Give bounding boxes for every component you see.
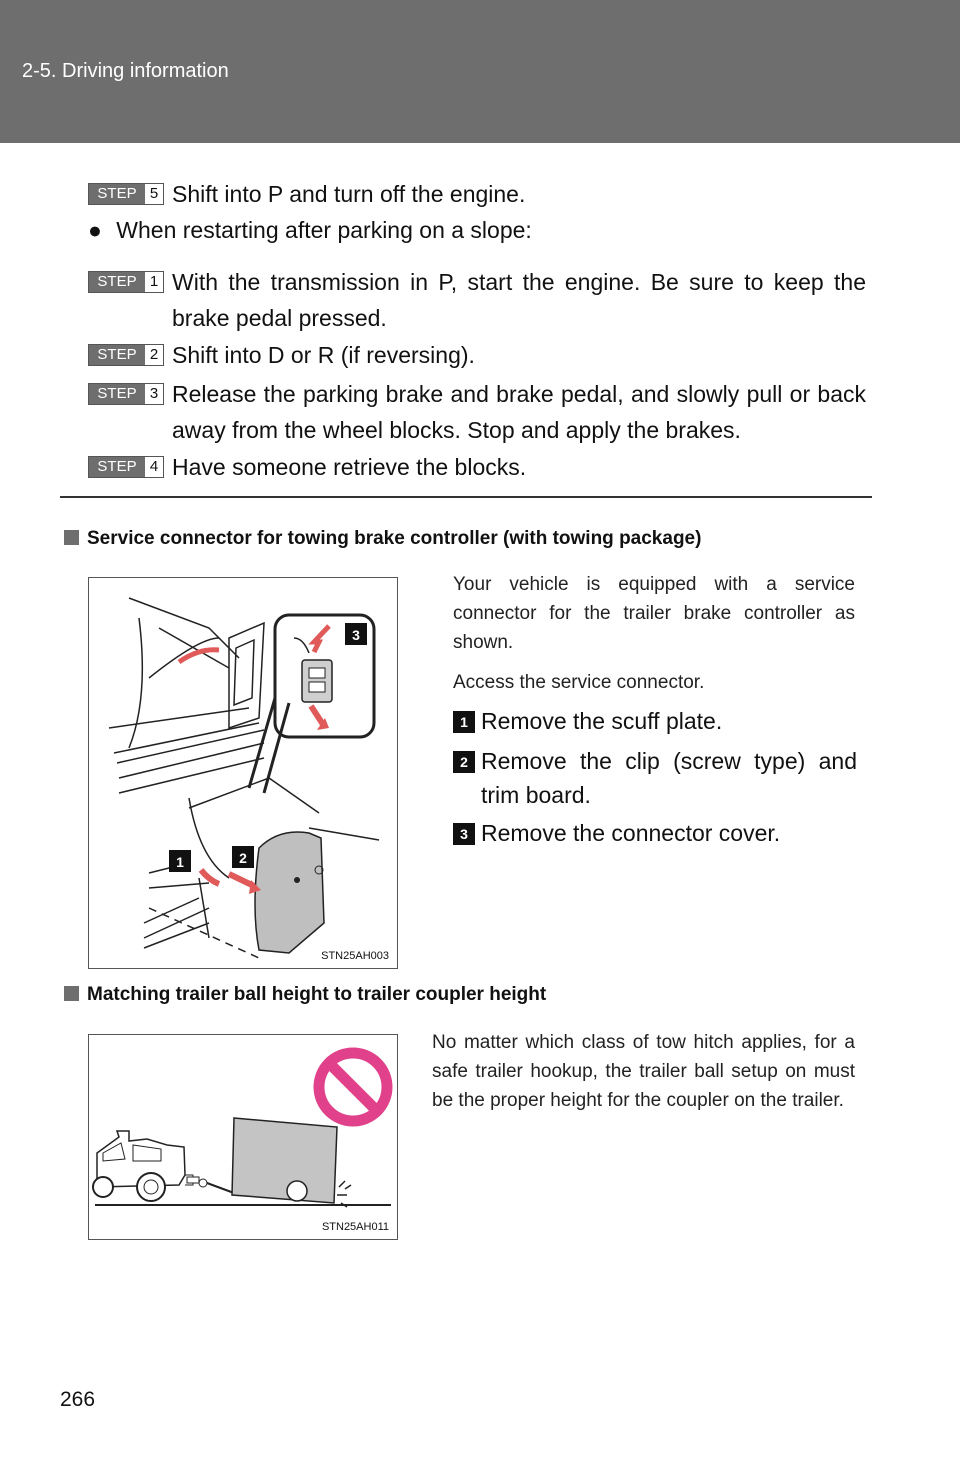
step-text: Release the parking brake and brake pedal, and slowly pull or back away from the wheel blocks. Stop and apply the brakes. <box>172 381 866 443</box>
figure-code: STN25AH011 <box>321 1221 389 1233</box>
step-badge-number: 3 <box>145 384 163 404</box>
step-badge-number: 4 <box>145 457 163 477</box>
figure-code: STN25AH003 <box>321 950 389 962</box>
figure-service-connector <box>88 577 398 969</box>
bullet-text: When restarting after parking on a slope: <box>116 217 532 243</box>
step-badge-label: STEP <box>89 457 145 477</box>
step-badge-label: STEP <box>89 345 145 365</box>
step-badge-label: STEP <box>89 184 145 204</box>
step-text: With the transmission in P, start the engine. Be sure to keep the brake pedal pressed. <box>172 269 866 331</box>
section-divider <box>60 496 872 498</box>
section-breadcrumb: 2-5. Driving information <box>22 60 229 82</box>
step-badge <box>88 383 164 405</box>
trailer-hitch-illustration <box>89 1035 397 1239</box>
step-badge-number: 1 <box>145 272 163 292</box>
section-square-icon <box>64 986 79 1001</box>
section-description: Your vehicle is equipped with a service connector for the trailer brake controller as shown. <box>453 574 855 653</box>
numbered-item-text: Remove the clip (screw type) and trim board. <box>481 748 857 808</box>
section-title-text: Service connector for towing brake controller (with towing package) <box>87 528 702 549</box>
step-badge-number: 2 <box>145 345 163 365</box>
section-title-text: Matching trailer ball height to trailer coupler height <box>87 984 547 1005</box>
figure-callout-2: 2 <box>239 850 247 866</box>
step-text: Have someone retrieve the blocks. <box>172 454 527 480</box>
number-square: 1 <box>453 711 475 733</box>
step-text: Shift into D or R (if reversing). <box>172 342 475 368</box>
figure-trailer-hitch <box>88 1034 398 1240</box>
step-badge-label: STEP <box>89 272 145 292</box>
step-badge <box>88 271 164 293</box>
section-square-icon <box>64 530 79 545</box>
step-badge-number: 5 <box>145 184 163 204</box>
number-square: 3 <box>453 823 475 845</box>
step-badge <box>88 183 164 205</box>
section-title <box>64 528 701 550</box>
bullet-heading <box>88 212 532 248</box>
step-badge-label: STEP <box>89 384 145 404</box>
figure-callout-3: 3 <box>352 627 360 643</box>
section-description: No matter which class of tow hitch applies, for a safe trailer hookup, the trailer ball setup on must be the proper height for the coupler on the trailer. <box>432 1032 855 1111</box>
section-title <box>64 984 546 1006</box>
step-text: Shift into P and turn off the engine. <box>172 181 526 207</box>
numbered-item-text: Remove the connector cover. <box>481 820 781 846</box>
figure-callout-1: 1 <box>176 854 184 870</box>
number-square: 2 <box>453 751 475 773</box>
bullet-icon: ● <box>88 217 102 243</box>
page-number: 266 <box>60 1388 96 1411</box>
page-header <box>0 0 960 143</box>
section-description: Access the service connector. <box>453 672 705 693</box>
step-badge <box>88 344 164 366</box>
service-connector-illustration <box>89 578 397 968</box>
step-badge <box>88 456 164 478</box>
numbered-item-text: Remove the scuff plate. <box>481 708 723 734</box>
